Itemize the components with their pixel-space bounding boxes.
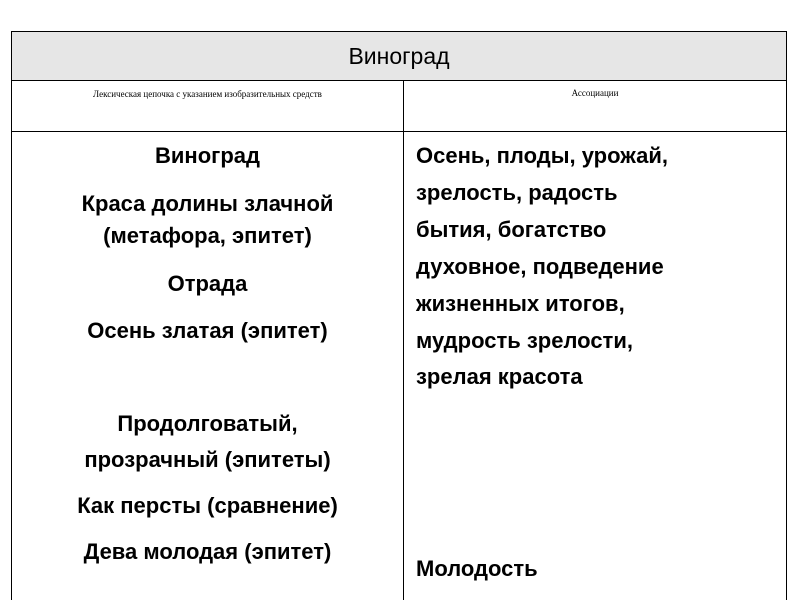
association-item: Осень, плоды, урожай, xyxy=(416,143,668,168)
lexical-item: Отрада xyxy=(167,271,248,296)
lexical-item: (метафора, эпитет) xyxy=(103,223,312,248)
lexical-item: прозрачный (эпитеты) xyxy=(84,447,331,472)
association-item: духовное, подведение xyxy=(416,254,664,279)
lexical-item: Виноград xyxy=(155,143,260,168)
lexical-item: Продолговатый, xyxy=(117,411,298,436)
table-header-row xyxy=(12,81,786,132)
lexical-item: Осень златая (эпитет) xyxy=(87,318,328,343)
lexical-item: Дева молодая (эпитет) xyxy=(83,539,332,564)
association-item: Молодость xyxy=(416,556,538,581)
header-associations: Ассоциации xyxy=(571,88,619,98)
lexical-chain-cell xyxy=(12,132,404,600)
lexical-item: Как персты (сравнение) xyxy=(77,493,338,518)
association-item: зрелая красота xyxy=(416,364,583,389)
associations-cell xyxy=(404,132,786,600)
lexical-item: Краса долины злачной xyxy=(81,191,334,216)
header-lexical-chain: Лексическая цепочка с указанием изобразительных средств xyxy=(12,81,404,131)
association-item: бытия, богатство xyxy=(416,217,607,242)
table-body-row xyxy=(12,132,786,600)
association-item: зрелость, радость xyxy=(416,180,618,205)
association-item: жизненных итогов, xyxy=(416,291,625,316)
poem-analysis-table xyxy=(11,31,787,600)
association-item: мудрость зрелости, xyxy=(416,328,633,353)
table-title: Виноград xyxy=(12,32,786,81)
